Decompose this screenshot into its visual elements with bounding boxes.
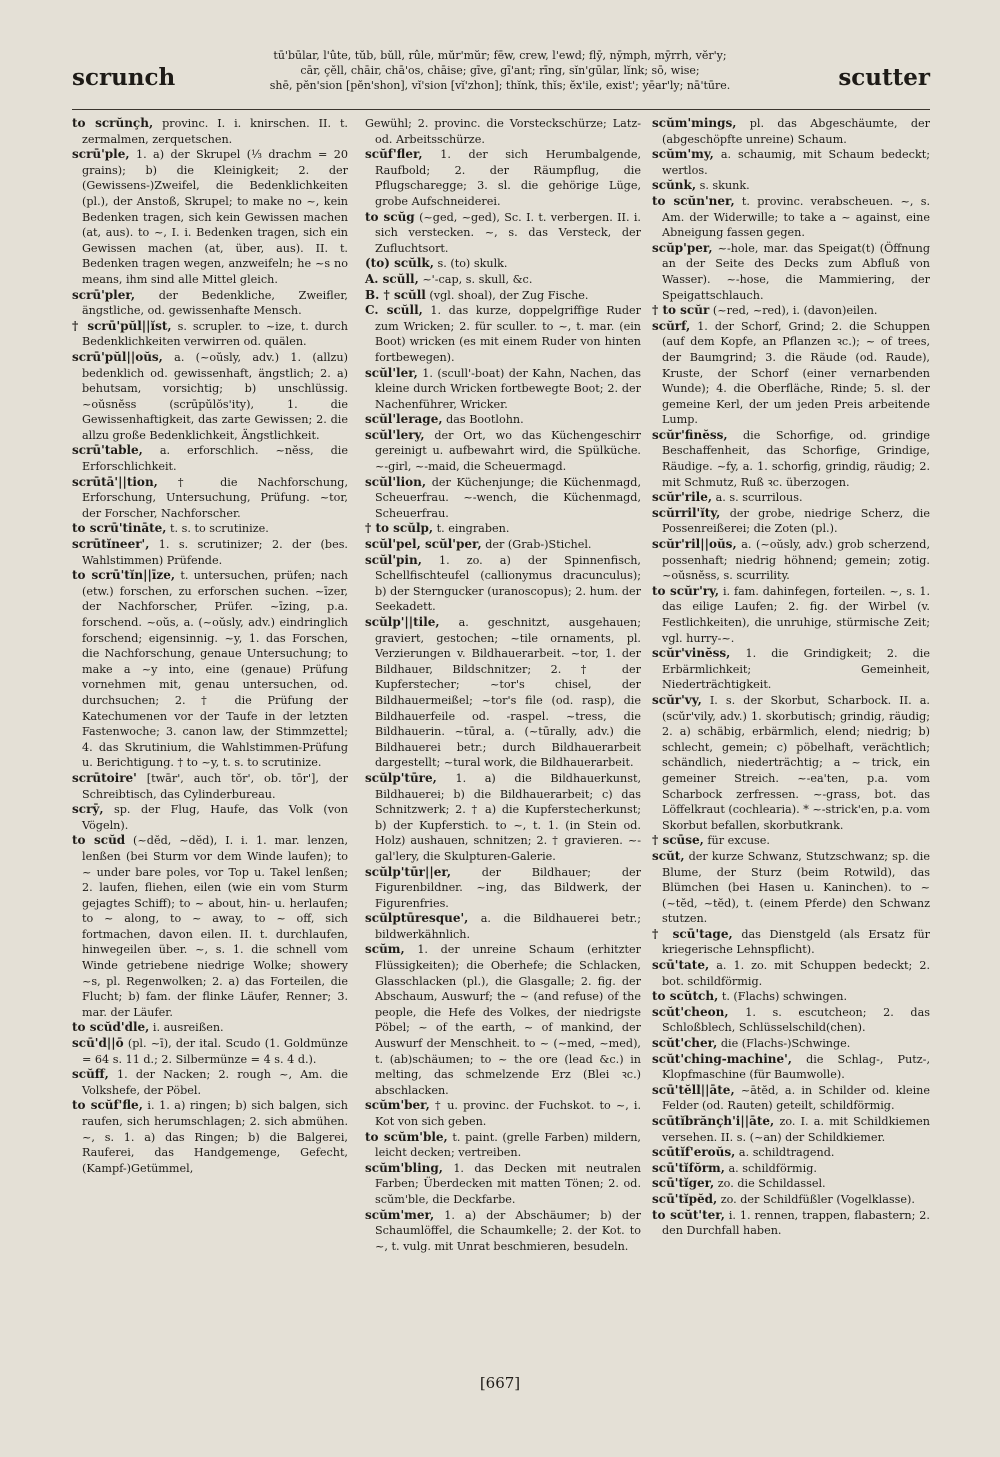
headword: scŭl'pin, (365, 552, 422, 567)
definition: (~ged, ~ged), Sc. I. t. verbergen. II. i. sich verstecken. ~, s. das Versteck, der Zufluchtsort. (375, 210, 641, 255)
definition: der (Grab-)Stichel. (485, 538, 592, 552)
dictionary-entry (365, 537, 641, 553)
headword: scū'tĭpĕd, (652, 1191, 718, 1206)
headword: † to scŭlp, (365, 521, 434, 536)
headword: scū'tate, (652, 958, 710, 973)
definition: der grobe, niedrige Scherz, die Possenreißerei; die Zoten (pl.). (662, 506, 930, 536)
pronunciation-key (220, 48, 780, 93)
definition: die Schlag-, Putz-, Klopfmaschine (für Baumwolle). (662, 1052, 930, 1082)
definition: t. provinc. verabscheuen. ~, s. Am. der Widerwille; to take a ~ against, eine Abneigung fassen gegen. (662, 194, 930, 240)
headword: scrū'table, (72, 443, 143, 458)
definition: a. schildförmig. (728, 1161, 817, 1175)
dictionary-entry (652, 241, 930, 303)
dictionary-entry (365, 288, 641, 304)
dictionary-entry (365, 116, 641, 147)
guide-word-left: scrunch (72, 64, 176, 91)
definition: 1. zo. a) der Spinnenfisch, Schellfischteufel (callionymus dracunculus); b) der Sterngucker (uranoscopus); 2. hum. der Seekadett. (375, 553, 641, 614)
pronunciation-key-line: shē, pĕn'sion [pĕn'shon], vĭ'sion [vĭ'zhon]; thĭnk, thĭs; ĕx'ile, exist'; yēar'ly; nā'tūre. (269, 79, 731, 92)
headword: scŭlp'||tile, (365, 615, 440, 629)
definition: zo. der Schildfüßler (Vogelklasse). (720, 1192, 915, 1206)
dictionary-entry (72, 521, 348, 537)
dictionary-entry (72, 288, 348, 319)
headword: † to scŭr (652, 303, 710, 318)
pronunciation-key-line: tū'būlar, l'ûte, tŭb, bŭll, rûle, mŭr'mŭr; fēw, crew, l'ewd; flȳ, nȳmph, mȳrrh, vĕr'y; (273, 49, 727, 62)
definition: i. 1. a) ringen; b) sich balgen, sich raufen, sich herumschlagen; 2. sich abmühen. ~, s. 1. a) das Ringen; b) die Balgerei, Rauferei, das Handgemenge, Gefecht, (Kampf-)Getümmel, (82, 1099, 348, 1175)
guide-word-right: scutter (838, 64, 930, 91)
headword: scŭf'fler, (365, 147, 423, 162)
headword: scū'tĕll||āte, (652, 1082, 735, 1097)
headword: C. scŭll, (365, 303, 423, 318)
definition: pl. das Abgeschäumte, der (abgeschöpfte unreine) Schaum. (662, 117, 931, 146)
headword: scū'tĭger, (652, 1176, 715, 1191)
headword: † scūse, (652, 833, 704, 848)
definition: † u. provinc. der Fuchskot. to ~, i. Kot von sich geben. (375, 1099, 642, 1128)
headword: to scŭt'ter, (652, 1207, 725, 1222)
dictionary-entry (365, 475, 641, 522)
definition: a. geschnitzt, ausgehauen; graviert, gestochen; ~tile ornaments, pl. Verzierungen v. Bildhauerarbeit. ~tor, 1. der Bildhauer, Bildschnitzer; 2. † der Kupferstecher; ~tor's chisel, der Bildhauermeißel; ~tor's file (od. rasp), die Bildhauerfeile od. -raspel. ~tress, die Bildhauerin. ~tūral, a. (~tūrally, adv.) die Bildhauerei betr.; durch Bildhauerarbeit dargestellt; ~tural work, die Bildhauerarbeit. (375, 616, 641, 770)
definition: 1. s. escutcheon; 2. das Schloßblech, Schlüsselschild(chen). (662, 1005, 931, 1035)
definition: a. erforschlich. ~nĕss, die Erforschlichkeit. (82, 444, 348, 474)
definition: 1. der unreine Schaum (erhitzter Flüssigkeiten); die Oberhefe; die Schlacken, Glasschlacken (pl.), die Glasgalle; 2. fig. der Abschaum, Auswurf; the ~ (and refuse) of the people, die Hefe des Volkes, der niedrigste Pöbel; ~ of the earth, ~ of mankind, der Auswurf der Menschheit. to ~ (~med, ~med), t. (ab)schäumen; to ~ the ore (lead &c.) in melting, das schmelzende Erz (Blei ꝛc.) abschlacken. (375, 943, 642, 1097)
definition: der kurze Schwanz, Stutzschwanz; sp. die Blume, der Sturz (beim Rotwild), das Blümchen (bei Hasen u. Kaninchen). to ~ (~tĕd, ~tĕd), t. (einem Pferde) den Schwanz stutzen. (662, 849, 930, 926)
dictionary-entry (652, 319, 930, 428)
definition: † die Nachforschung, Erforschung, Untersuchung, Prüfung. ~tor, der Forscher, Nachforscher. (82, 475, 349, 520)
dictionary-entry (365, 256, 641, 272)
dictionary-entry (652, 693, 930, 833)
dictionary-entry (72, 319, 348, 350)
dictionary-entry (72, 475, 348, 522)
dictionary-entry (652, 303, 930, 319)
definition: (~dĕd, ~dĕd), I. i. 1. mar. lenzen, lenßen (bei Sturm vor dem Winde laufen); to ~ under bare poles, vor Top u. Takel lenßen; 2. laufen, fliehen, eilen (wie ein vom Sturm gejagtes Schiff); to ~ about, hin- u. herlaufen; to ~ along, to ~ away, to ~ off, sich fortmachen, davon eilen. II. t. durchlaufen, hinwegeilen über. ~, s. 1. die schnell vom Winde getriebene niedrige Wolke; showery ~s, pl. Regenwolken; 2. a) das Forteilen, die Flucht; b) fam. der flinke Läufer, Renner; 3. mar. der Läufer. (82, 834, 348, 1019)
dictionary-entry (365, 428, 641, 475)
headword: scrū'pŭl||oŭs, (72, 349, 163, 364)
definition: ~'-cap, s. skull, &c. (422, 272, 533, 286)
definition: a. schaumig, mit Schaum bedeckt; wertlos. (662, 148, 930, 177)
headword: scŭlptūresque', (365, 911, 469, 926)
dictionary-entry (652, 1052, 930, 1083)
definition: der Bedenkliche, Zweifler, ängstliche, od. gewissenhafte Mensch. (82, 288, 348, 318)
definition: a. schildtragend. (738, 1146, 835, 1160)
headword: to scŭm'ble, (365, 1129, 448, 1144)
headword: to scrū'tĭn||īze, (72, 568, 176, 583)
definition: (pl. ~ī), der ital. Scudo (1. Goldmünze = 64 s. 11 d.; 2. Silbermünze = 4 s. 4 d.). (82, 1037, 348, 1066)
dictionary-entry (652, 1145, 930, 1161)
definition: Gewühl; 2. provinc. die Vorsteckschürze; Latz- od. Arbeitsschürze. (365, 117, 641, 146)
definition: 1. der sich Herumbalgende, Raufbold; 2. der Räumpflug, die Pflugscharegge; 3. sl. die gehörige Lüge, grobe Aufschneiderei. (375, 148, 641, 208)
headword: scŭm'bling, (365, 1160, 443, 1175)
dictionary-entry (652, 428, 930, 490)
dictionary-entry (365, 911, 641, 942)
headword: to scŭtch, (652, 989, 719, 1004)
headword: scŭr'vy, (652, 692, 702, 707)
dictionary-entry (652, 1192, 930, 1208)
headword: (to) scŭlk, (365, 256, 434, 271)
definition: a. (~oŭsly, adv.) grob scherzend, possenhaft; niedrig höhnend; gemein; zotig. ~oŭsnĕss, s. scurrility. (662, 538, 931, 583)
headword: scŭrf, (652, 318, 691, 333)
dictionary-entry (652, 958, 930, 989)
definition: der Ort, wo das Küchengeschirr gereinigt u. aufbewahrt wird, die Spülküche. ~-girl, ~-maid, die Scheuermagd. (375, 428, 641, 474)
headword: scŭlp'tūre, (365, 770, 437, 785)
headword: scŭlp'tūr||er, (365, 864, 451, 879)
dictionary-entry (72, 350, 348, 444)
headword: scŭnk, (652, 178, 697, 193)
headword: scŭm'ber, (365, 1098, 430, 1113)
definition: t. s. to scrutinize. (170, 522, 269, 536)
headword: scŭff, (72, 1067, 109, 1082)
definition: für excuse. (707, 834, 770, 848)
definition: 1. a) die Bildhauerkunst, Bildhauerei; b) die Bildhauerarbeit; c) das Schnitzwerk; 2. † a) die Kupferstecherkunst; b) der Kupferstich. to ~, t. 1. (in Stein od. Holz) aushauen, schnitzen; 2. † gravieren. ~-gal'lery, die Skulpturen-Galerie. (375, 771, 641, 863)
definition: t. (Flachs) schwingen. (721, 990, 848, 1004)
headword: scŭrril'ĭty, (652, 505, 721, 520)
headword: scŭr'rile, (652, 490, 713, 505)
dictionary-entry (652, 178, 930, 194)
headword: scū'd||ō (72, 1036, 124, 1051)
definition: zo. I. a. mit Schildkiemen versehen. II. s. (~an) der Schildkiemer. (662, 1115, 930, 1144)
dictionary-entry (365, 553, 641, 615)
header-rule (72, 109, 930, 110)
dictionary-entry (365, 412, 641, 428)
definition: s. scrupler. to ~ize, t. durch Bedenklichkeiten verwirren od. quälen. (82, 319, 348, 349)
headword: to scrū'tināte, (72, 521, 167, 536)
running-head (72, 48, 930, 106)
definition: 1. s. scrutinizer; 2. der (bes. Wahlstimmen) Prüfende. (82, 538, 348, 567)
definition: a. s. scurrilous. (715, 491, 803, 505)
dictionary-entry (365, 771, 641, 865)
definition: ~ātĕd, a. in Schilder od. kleine Felder (od. Rauten) geteilt, schildförmig. (662, 1083, 930, 1113)
dictionary-entry (72, 443, 348, 474)
definition: I. s. der Skorbut, Scharbock. II. a. (scŭr'vily, adv.) 1. skorbutisch; grindig, räudig; 2. a) schäbig, erbärmlich, elend; niedrig; b) schlecht, gemein; c) pöbelhaft, verächtlich; schändlich, niederträchtig; a ~ trick, ein gemeiner Streich. ~-ea'ten, p.a. vom Scharbock zerfressen. ~-grass, bot. das Löffelkraut (cochlearia). * ~-strick'en, p.a. vom Skorbut befallen, skorbutkrank. (662, 693, 930, 832)
headword: scū'tĭfŏrm, (652, 1160, 725, 1175)
definition: die (Flachs-)Schwinge. (720, 1037, 851, 1051)
headword: scrū'ple, (72, 147, 130, 162)
dictionary-entry (652, 1114, 930, 1145)
headword: to scŭg (365, 209, 415, 224)
dictionary-entry (72, 537, 348, 568)
headword: † scrū'pŭl||ĭst, (72, 318, 172, 333)
definition: ~-hole, mar. das Speigat(t) (Öffnung an der Seite des Decks zum Abfluß von Wasser). ~-hose, die Mammiering, der Speigattschlauch. (662, 241, 931, 302)
dictionary-entry (365, 272, 641, 288)
definition: t. paint. (grelle Farben) mildern, leicht decken; vertreiben. (375, 1130, 641, 1160)
headword: scŭt'cheon, (652, 1004, 729, 1019)
definition: a. die Bildhauerei betr.; bildwerkähnlich. (375, 912, 642, 941)
definition: 1. a) der Abschäumer; b) der Schaumlöffel, die Schaumkelle; 2. der Kot. to ~, t. vulg. mit Unrat beschmieren, besudeln. (375, 1208, 641, 1253)
definition: das Bootlohn. (446, 413, 524, 427)
dictionary-entry (652, 490, 930, 506)
dictionary-entry (652, 147, 930, 178)
definition: zo. die Schildassel. (717, 1177, 826, 1191)
definition: 1. der Nacken; 2. rough ~, Am. die Volkshefe, der Pöbel. (82, 1068, 348, 1097)
dictionary-entry (652, 1005, 930, 1036)
headword: scŭp'per, (652, 240, 713, 255)
headword: scŭl'pel, scŭl'per, (365, 537, 482, 552)
headword: scŭr'vinĕss, (652, 646, 731, 661)
dictionary-entry (652, 584, 930, 646)
dictionary-entry (652, 833, 930, 849)
dictionary-entry (652, 927, 930, 958)
dictionary-entry (652, 1083, 930, 1114)
dictionary-entry (72, 802, 348, 833)
headword: scrū'pler, (72, 287, 135, 302)
dictionary-entry (652, 646, 930, 693)
headword: scrȳ, (72, 802, 104, 817)
column-1 (72, 116, 348, 1176)
definition: die Schorfige, od. grindige Beschaffenheit, das Schorfige, Grindige, Räudige. ~fy, a. 1. schorfig, grindig, räudig; 2. mit Schmutz, Ruß ꝛc. überzogen. (662, 428, 930, 489)
headword: scŭr'ril||oŭs, (652, 537, 737, 552)
dictionary-entry (365, 942, 641, 1098)
column-3 (652, 116, 930, 1239)
headword: scŭl'lion, (365, 474, 427, 489)
dictionary-entry (365, 1130, 641, 1161)
dictionary-entry (365, 147, 641, 209)
dictionary-entry (652, 1036, 930, 1052)
dictionary-entry (72, 147, 348, 287)
definition: das Dienstgeld (als Ersatz für kriegerische Lehnspflicht). (662, 927, 931, 957)
dictionary-entry (365, 521, 641, 537)
definition: t. untersuchen, prüfen; nach (etw.) forschen, zu erforschen suchen. ~īzer, der Nachforscher, Prüfer. ~īzing, p.a. forschend. ~oŭs, a. (~oŭsly, adv.) eindringlich forschend; eigensinnig. ~y, 1. das Forschen, die Nachforschung, genaue Untersuchung; to make a ~y into, eine (genaue) Prüfung vornehmen mit, genau untersuchen, od. durchsuchen; 2. † die Prüfung der Katechumenen vor der Taufe in der letzten Fastenwoche; 3. canon law, der Stimmzettel; 4. das Skrutinium, die Wahlstimmen-Prüfung u. Berichtigung. † to ~y, t. s. to scrutinize. (82, 569, 348, 770)
dictionary-entry (72, 1067, 348, 1098)
dictionary-entry (652, 194, 930, 241)
dictionary-entry (365, 1098, 641, 1129)
page-number: [667] (479, 1374, 521, 1392)
dictionary-entry (652, 1176, 930, 1192)
definition: t. eingraben. (436, 522, 510, 536)
headword: B. † scŭll (365, 287, 426, 302)
definition: sp. der Flug, Haufe, das Volk (von Vögeln). (82, 803, 349, 832)
headword: scŭt'ching-machine', (652, 1051, 792, 1066)
dictionary-entry (652, 849, 930, 927)
headword: scrūtoire' (72, 770, 137, 785)
dictionary-entry (72, 1098, 348, 1176)
definition: s. (to) skulk. (437, 257, 508, 271)
headword: † scū'tage, (652, 926, 733, 941)
headword: scŭl'ler, (365, 365, 418, 380)
dictionary-entry (72, 1036, 348, 1067)
dictionary-entry (72, 1020, 348, 1036)
headword: scŭt, (652, 848, 685, 863)
dictionary-entry (652, 1208, 930, 1239)
definition: der Küchenjunge; die Küchenmagd, Scheuerfrau. ~-wench, die Küchenmagd, Scheuerfrau. (375, 475, 641, 520)
definition: 1. (scull'-boat) der Kahn, Nachen, das kleine durch Wricken fortbewegte Boot; 2. der Nachenführer, Wricker. (375, 366, 642, 411)
headword: scūtĭbrănçh'i||āte, (652, 1114, 775, 1128)
definition: [twār', auch tŏr', ob. tōr'], der Schreibtisch, das Cylinderbureau. (82, 771, 348, 801)
definition: provinc. I. i. knirschen. II. t. zermalmen, zerquetschen. (82, 117, 348, 146)
column-2 (365, 116, 641, 1254)
dictionary-entry (652, 1161, 930, 1177)
definition: 1. die Grindigkeit; 2. die Erbärmlichkeit; Gemeinheit, Niederträchtigkeit. (662, 647, 930, 692)
dictionary-entry (652, 537, 930, 584)
dictionary-entry (72, 568, 348, 771)
headword: to scŭd'dle, (72, 1020, 150, 1035)
headword: to scŭn'ner, (652, 193, 735, 208)
headword: to scŭr'ry, (652, 583, 720, 598)
definition: i. ausreißen. (152, 1021, 224, 1035)
headword: scrūtā'||tion, (72, 474, 158, 489)
pronunciation-key-line: cār, çĕll, chāir, chā'os, chāise; gīve, gī'ant; rīng, sĭn'gūlar, lĭnk; sō, wise; (300, 64, 700, 77)
headword: scŭt'cher, (652, 1036, 718, 1051)
definition: 1. das Decken mit neutralen Farben; Überdecken mit matten Tönen; 2. od. scŭm'ble, die Deckfarbe. (375, 1161, 641, 1206)
definition: a. 1. zo. mit Schuppen bedeckt; 2. bot. schildförmig. (662, 959, 930, 988)
definition: i. 1. rennen, trappen, flabastern; 2. den Durchfall haben. (662, 1208, 930, 1238)
dictionary-entry (365, 865, 641, 912)
dictionary-entry (365, 210, 641, 257)
definition: (vgl. shoal), der Zug Fische. (429, 288, 589, 302)
definition: (~red, ~red), i. (davon)eilen. (712, 304, 878, 318)
definition: s. skunk. (699, 179, 750, 193)
dictionary-entry (652, 116, 930, 147)
dictionary-entry (365, 303, 641, 365)
definition: 1. das kurze, doppelgriffige Ruder zum Wricken; 2. für sculler. to ~, t. mar. (ein Boot) wricken (es mit einem Ruder von hinten fortbewegen). (375, 304, 641, 364)
definition: i. fam. dahinfegen, forteilen. ~, s. 1. das eilige Laufen; 2. fig. der Wirbel (v. Festlichkeiten), die unruhige, stürmische Zeit; vgl. hurry-~. (662, 584, 930, 645)
headword: to scŭf'fle, (72, 1098, 143, 1113)
definition: der Bildhauer; der Figurenbildner. ~ing, das Bildwerk, der Figurenfries. (375, 865, 641, 910)
headword: scŭl'lerage, (365, 412, 443, 427)
headword: scŭm, (365, 942, 405, 957)
dictionary-entry (72, 771, 348, 802)
headword: scŭm'mer, (365, 1207, 435, 1222)
dictionary-entry (652, 506, 930, 537)
headword: scŭm'my, (652, 147, 714, 162)
dictionary-entry (365, 615, 641, 771)
dictionary-entry (72, 833, 348, 1020)
dictionary-entry (365, 1208, 641, 1255)
headword: A. scŭll, (365, 271, 419, 286)
dictionary-entry (365, 366, 641, 413)
headword: scŭl'lery, (365, 427, 425, 442)
headword: scūtĭf'eroŭs, (652, 1145, 736, 1160)
dictionary-entry (652, 989, 930, 1005)
dictionary-entry (365, 1161, 641, 1208)
headword: scrūtĭneer', (72, 537, 150, 552)
headword: to scŭd (72, 833, 126, 848)
definition: a. (~oŭsly, adv.) 1. (allzu) bedenklich od. gewissenhaft, ängstlich; 2. a) behutsam, vorsichtig; b) unschlüssig. ~oŭsnĕss (scrūpŭlŏs'ity), 1. die Gewissenhaftigkeit, das zarte Gewissen; 2. die allzu große Bedenklichkeit, Ängstlichkeit. (82, 350, 348, 442)
definition: 1. a) der Skrupel (⅓ drachm = 20 grains); b) die Kleinigkeit; 2. der (Gewissens-)Zweifel, die Bedenklichkeiten (pl.), der Anstoß, Skrupel; to make no ~, kein Bedenken tragen, sich kein Gewissen machen (at, aus). to ~, I. i. Bedenken tragen, sich ein Gewissen machen (at, über, aus). II. t. Bedenken tragen wegen, anzweifeln; he ~s no means, ihm sind alle Mittel gleich. (82, 148, 348, 286)
headword: scŭm'mings, (652, 116, 737, 130)
dictionary-entry (72, 116, 348, 147)
headword: to scrŭnçh, (72, 116, 154, 130)
headword: scŭr'finĕss, (652, 427, 728, 442)
definition: 1. der Schorf, Grind; 2. die Schuppen (auf dem Kopfe, an Pflanzen ꝛc.); ~ of trees, der Baumgrind; 3. die Räude (od. Raude), Kruste, der Schorf (einer vernarbenden Wunde); 4. die Oberfläche, Rinde; 5. sl. der gemeine Kerl, der um jeden Preis arbeitende Lump. (662, 319, 930, 427)
